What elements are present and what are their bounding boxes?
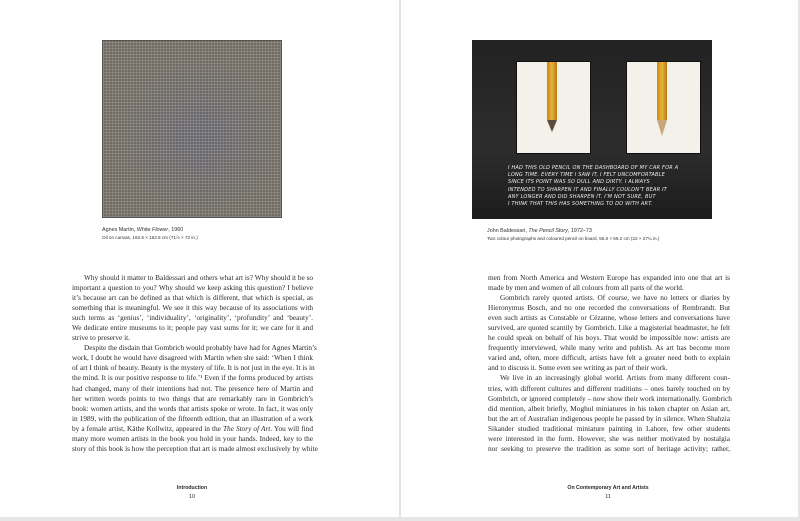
text-line: strive to preserve it. bbox=[72, 333, 130, 343]
caption-title-line bbox=[487, 228, 659, 235]
page-footer bbox=[538, 484, 678, 502]
text-line: Gombrich rarely quoted artists. Of course, we have no letters or diaries by bbox=[500, 293, 730, 303]
text-segment: by a female artist, Käthe Kollwitz, appeared in the bbox=[72, 423, 223, 433]
pencil-icon bbox=[657, 62, 667, 120]
text-line: Why should it matter to Baldessari and others what art is? Why should it be so bbox=[84, 273, 314, 282]
handwritten-line: INTENDED TO SHARPEN IT AND FINALLY COULDN’T BEAR IT bbox=[508, 186, 667, 193]
text-line: Hieronymus Bosch, and no one recorded the conversations of Rembrandt. But bbox=[488, 303, 730, 313]
handwritten-line: LONG TIME. EVERY TIME I SAW IT, I FELT UNCOMFORTABLE bbox=[508, 172, 666, 179]
artwork-caption bbox=[487, 228, 659, 242]
text-line: were interested in the form. However, she was neither motivated by nostalgia bbox=[488, 433, 730, 443]
text-line: frequently interviewed, while many write and publish. As art has become more bbox=[488, 343, 730, 353]
caption-year: , 1960 bbox=[168, 227, 184, 233]
text-line: but the art of Australian indigenous people he passed by in silence. When Shahzia bbox=[488, 413, 730, 423]
caption-details: Oil on canvas, 182.6 × 182.9 cm (71⅞ × 72 in.) bbox=[102, 235, 198, 240]
body-text bbox=[488, 273, 730, 454]
dull-tip-icon bbox=[547, 120, 557, 132]
text-line: varied and, often, more difficult, artists have felt a greater need both to explain bbox=[488, 353, 730, 363]
text-line: her written words points to two things that are remarkably rare in Gombrich’s bbox=[72, 393, 313, 403]
text-line: in 1989, with the publication of the fifteenth edition, that an illustration of a work bbox=[72, 413, 313, 423]
text-line: nor seeking to preserve the tradition as some sort of heritage activity; rather, bbox=[488, 443, 730, 453]
handwritten-line: I HAD THIS OLD PENCIL ON THE DASHBOARD OF MY CAR FOR A bbox=[508, 165, 679, 171]
text-line: work, I doubt he would have disagreed with Martin when she said: ‘When I think bbox=[72, 353, 313, 363]
caption-details: Two colour photographs and coloured pencil on board, 55.8 × 69.2 cm (22 × 27¼ in.) bbox=[487, 236, 660, 241]
page-bottom-edge bbox=[0, 517, 800, 521]
text-line: important a question to you? Why should we keep asking this question? I believe bbox=[72, 283, 313, 293]
pencil-icon bbox=[547, 62, 557, 120]
text-line: Sikander studied traditional miniature painting in Lahore, few other students bbox=[488, 423, 730, 433]
page-footer bbox=[142, 484, 242, 502]
left-page bbox=[0, 0, 399, 517]
right-page bbox=[401, 0, 798, 517]
running-footer-title: Introduction bbox=[176, 485, 208, 491]
page-number: 10 bbox=[189, 494, 195, 500]
handwritten-text bbox=[508, 165, 708, 208]
text-line: book: women artists, and the words that artists spoke or wrote. In fact, it was only bbox=[72, 403, 313, 413]
text-line: Gombrich, or ignored completely – now show their work internationally. Gombrich bbox=[488, 393, 732, 403]
text-line: made by men and women of all colours from all parts of the world. bbox=[488, 283, 684, 293]
text-line: Despite the disdain that Gombrich would probably have had for Agnes Martin’s bbox=[84, 343, 317, 353]
text-line: and to discuss it. Some even see writing as part of their work. bbox=[488, 363, 668, 373]
handwritten-line: I THINK THAT THIS HAS SOMETHING TO DO WITH ART. bbox=[508, 201, 653, 208]
handwritten-line: SINCE ITS POINT WAS SO DULL AND DIRTY. I ALWAYS bbox=[508, 179, 650, 186]
artwork-white-flower-image bbox=[102, 40, 282, 218]
caption-year: , 1972–73 bbox=[567, 228, 592, 234]
text-line: such terms as ‘genius’, ‘individuality’, ‘originality’, ‘profundity’ and ‘beauty’. bbox=[72, 313, 313, 323]
dull-pencil-photo bbox=[516, 61, 591, 154]
text-line: of art I think of beauty. Beauty is the mystery of life. It is not just in the eye. It is in bbox=[72, 363, 315, 373]
handwritten-line: ANY LONGER AND DID SHARPEN IT. I’M NOT SURE, BUT bbox=[508, 193, 656, 200]
text-line: tries, with different cultures and different traditions – ones barely touched on by bbox=[488, 383, 730, 393]
running-footer-title: On Contemporary Art and Artists bbox=[567, 485, 649, 491]
caption-title: White Flower bbox=[136, 227, 169, 233]
caption-artist: Agnes Martin, bbox=[102, 227, 137, 233]
book-title: The Story of Art bbox=[222, 423, 271, 433]
caption-artist: John Baldessari, bbox=[487, 228, 529, 234]
text-line: it’s because art can be defined as that which is different, that which is special, as bbox=[72, 293, 313, 303]
text-line: story of this book is how the perception that art is made almost exclusively by white bbox=[72, 443, 318, 453]
sharp-pencil-photo bbox=[626, 61, 701, 154]
body-text bbox=[72, 273, 318, 454]
text-line bbox=[72, 424, 313, 434]
text-line: We live in an increasingly global world. Artists from many different coun- bbox=[500, 373, 730, 383]
page-number: 11 bbox=[605, 494, 611, 500]
text-segment: . You will find bbox=[270, 423, 313, 433]
artwork-caption bbox=[102, 227, 198, 241]
text-line: survived, are quoted scantily by Gombrich. Like a magisterial headmaster, he felt bbox=[488, 323, 730, 333]
text-line: many more women artists in the book you hold in your hands. Indeed, key to the bbox=[72, 433, 313, 443]
text-line: he could speak on behalf of his boys. That would be impossible now: artists are bbox=[488, 333, 730, 343]
text-line: even such artists as Constable or Cézanne, whose letters and conversations have bbox=[488, 313, 730, 323]
text-line: men from North America and Western Europe has expanded into one that art is bbox=[488, 273, 730, 282]
caption-title: The Pencil Story bbox=[528, 228, 568, 234]
text-line: We dedicate entire museums to it; people pay vast sums for it; we care for it and bbox=[72, 323, 313, 333]
text-line: something that is meaningful. We see it this way because of its associations with bbox=[72, 303, 313, 313]
text-line: had changed, many of their intentions had not. The presence here of Martin and bbox=[72, 383, 313, 393]
sharp-tip-icon bbox=[657, 120, 667, 136]
text-line: did mention, albeit briefly, Moghul miniatures in his token chapter on Asian art, bbox=[488, 403, 730, 413]
artwork-pencil-story-image bbox=[472, 40, 712, 219]
text-line: the mind. It is our positive response to life.’¹ Even if the forms produced by artists bbox=[72, 373, 313, 383]
caption-title-line bbox=[102, 227, 198, 234]
